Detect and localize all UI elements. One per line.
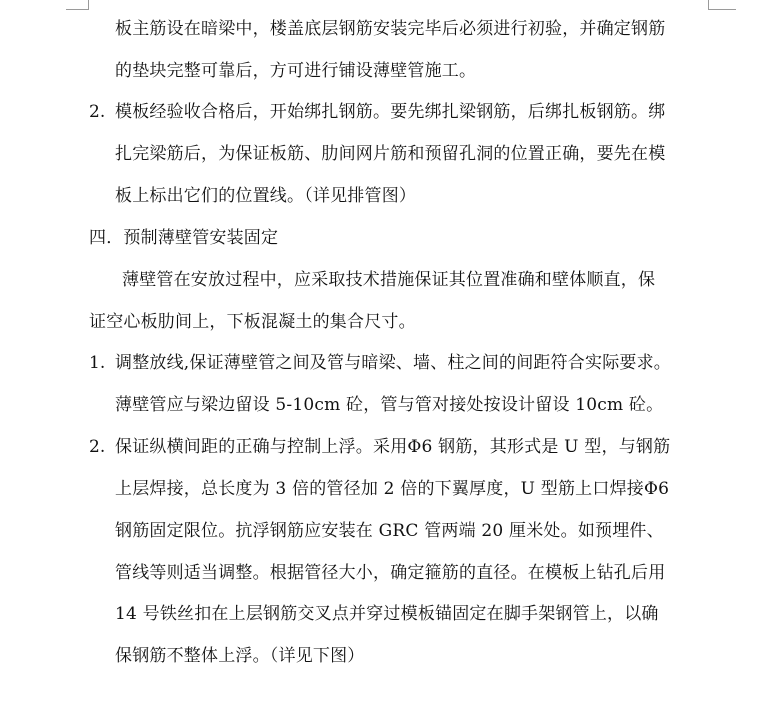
margin-corner-mark-left: [88, 0, 89, 10]
section-heading: 四．预制薄壁管安装固定: [89, 228, 279, 248]
list-number: 2.: [89, 102, 106, 122]
text-line: 上层焊接，总长度为 3 倍的管径加 2 倍的下翼厚度，U 型筋上口焊接Φ6: [115, 479, 670, 499]
list-number: 2.: [89, 437, 106, 457]
text-line: 保钢筋不整体上浮。（详见下图）: [115, 646, 365, 666]
text-line: 板上标出它们的位置线。（详见排管图）: [115, 186, 417, 206]
margin-corner-line-left: [66, 9, 88, 10]
text-line: 钢筋固定限位。抗浮钢筋应安装在 GRC 管两端 20 厘米处。如预埋件、: [115, 521, 664, 541]
text-line: 14 号铁丝扣在上层钢筋交叉点并穿过模板锚固定在脚手架钢管上，以确: [115, 604, 659, 624]
text-line: 保证纵横间距的正确与控制上浮。采用Φ6 钢筋，其形式是 U 型，与钢筋: [115, 437, 671, 457]
text-line: 管线等则适当调整。根据管径大小，确定箍筋的直径。在模板上钻孔后用: [115, 563, 666, 583]
text-line: 调整放线,保证薄壁管之间及管与暗梁、墙、柱之间的间距符合实际要求。: [115, 353, 672, 373]
text-line: 的垫块完整可靠后，方可进行铺设薄壁管施工。: [115, 61, 477, 81]
text-line: 薄壁管在安放过程中，应采取技术措施保证其位置准确和壁体顺直，保: [122, 270, 656, 290]
list-number: 1.: [89, 353, 106, 373]
text-line: 模板经验收合格后，开始绑扎钢筋。要先绑扎梁钢筋，后绑扎板钢筋。绑: [115, 102, 666, 122]
text-line: 板主筋设在暗梁中，楼盖底层钢筋安装完毕后必须进行初验，并确定钢筋: [115, 19, 666, 39]
text-line: 证空心板肋间上，下板混凝土的集合尺寸。: [89, 312, 416, 332]
text-line: 薄壁管应与梁边留设 5-10cm 砼，管与管对接处按设计留设 10cm 砼。: [115, 395, 664, 415]
text-line: 扎完梁筋后，为保证板筋、肋间网片筋和预留孔洞的位置正确，要先在模: [115, 144, 666, 164]
margin-corner-line-right: [708, 9, 736, 10]
